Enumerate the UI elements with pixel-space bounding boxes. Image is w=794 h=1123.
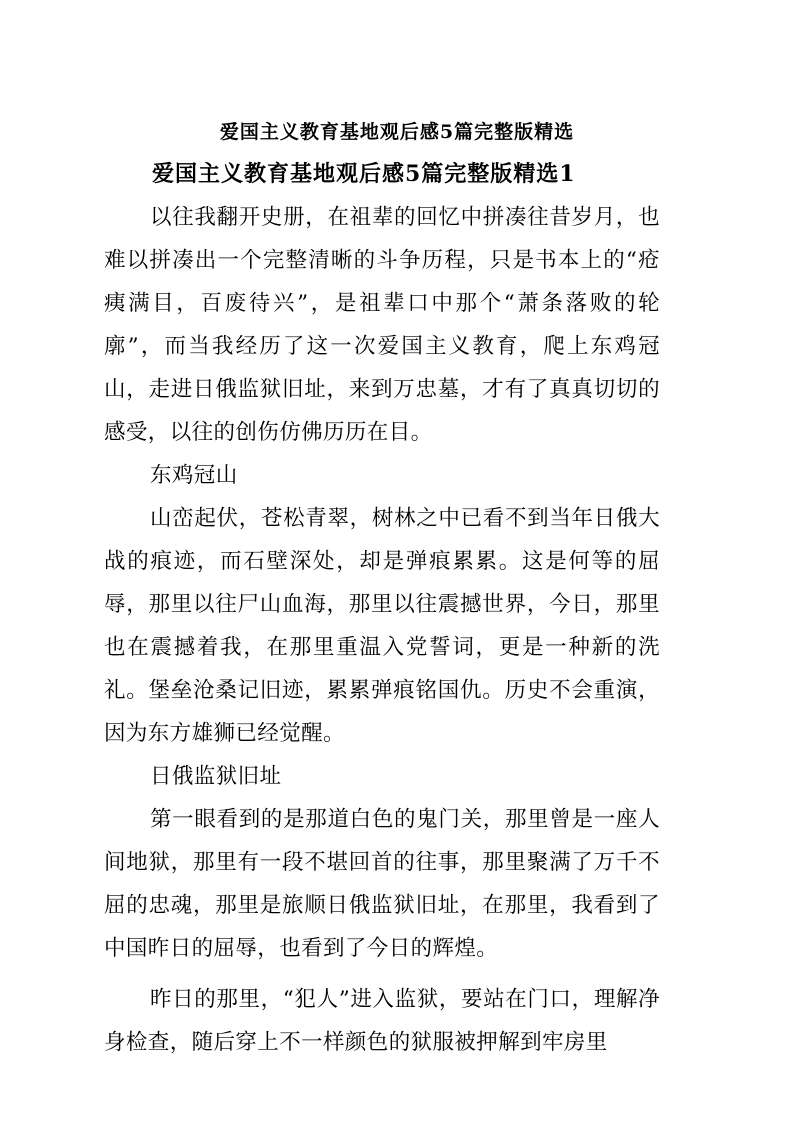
paragraph-prisoners: 昨日的那里，“犯人”进入监狱，要站在门口，理解净身检查，随后穿上不一样颜色的狱服被押解到牢房里 — [104, 987, 660, 1055]
paragraph-prison-site: 第一眼看到的是那道白色的鬼门关，那里曾是一座人间地狱，那里有一段不堪回首的往事，那里聚满了万千不屈的忠魂，那里是旅顺日俄监狱旧址，在那里，我看到了中国昨日的屈辱，也看到了今日的辉煌。 — [104, 807, 660, 961]
document-title: 爱国主义教育基地观后感5篇完整版精选 — [219, 121, 575, 143]
paragraph-dongjiguanshan: 山峦起伏，苍松青翠，树林之中已看不到当年日俄大战的痕迹，而石壁深处，却是弹痕累累。这是何等的屈辱，那里以往尸山血海，那里以往震撼世界，今日，那里也在震撼着我，在那里重温入党誓词，更是一种新的洗礼。堡垒沧桑记旧迹，累累弹痕铭国仇。历史不会重演，因为东方雄狮已经觉醒。 — [104, 506, 660, 746]
document-body — [104, 196, 660, 1064]
paragraph-intro: 以往我翻开史册，在祖辈的回忆中拼凑往昔岁月，也难以拼凑出一个完整清晰的斗争历程，只是书本上的“疮痍满目，百废待兴”，是祖辈口中那个“萧条落败的轮廓”，而当我经历了这一次爱国主义教育，爬上东鸡冠山，走进日俄监狱旧址，来到万忠墓，才有了真真切切的感受，以往的创伤仿佛历历在目。 — [104, 205, 660, 445]
subheading-dongjiguanshan: 东鸡冠山 — [150, 463, 238, 488]
subheading-prison-site: 日俄监狱旧址 — [150, 764, 282, 789]
section-title: 爱国主义教育基地观后感5篇完整版精选1 — [152, 161, 576, 187]
